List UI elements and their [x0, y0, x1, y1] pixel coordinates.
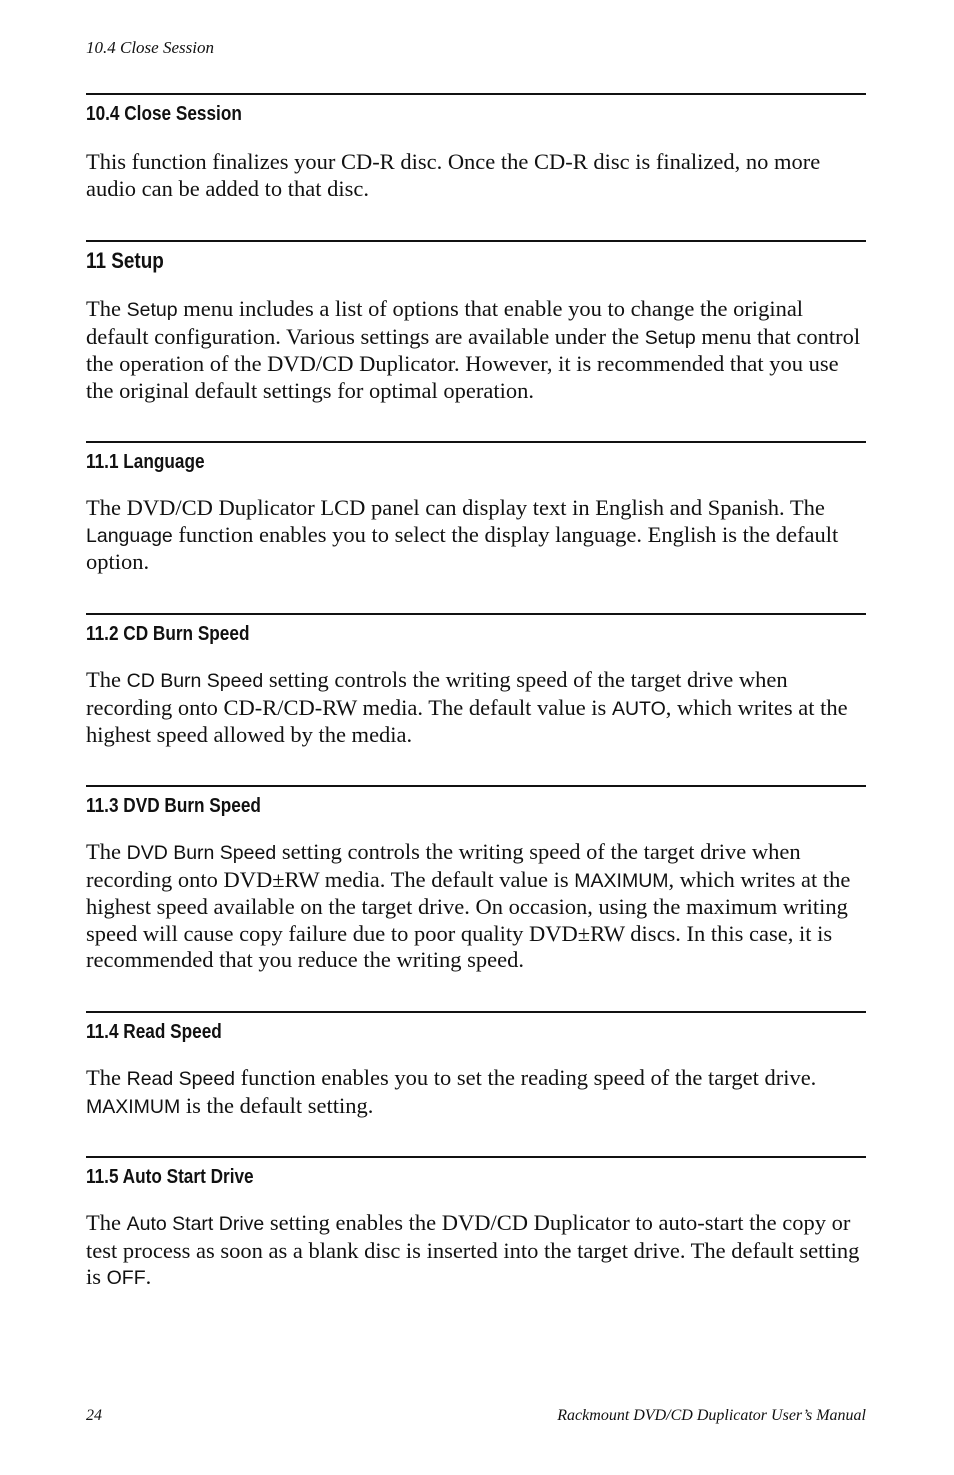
page-number: 24	[86, 1407, 102, 1424]
text-run: function enables you to select the display language. English is the default option.	[86, 521, 839, 574]
section-paragraph	[86, 149, 866, 202]
ui-term: CD Burn Speed	[126, 670, 264, 692]
text-run: setting enables the DVD/CD Duplicator to auto-start the copy or test process as soon as a blank disc is inserted into the target drive. The default setting is	[86, 1210, 860, 1289]
ui-term: MAXIMUM	[86, 1095, 181, 1118]
section-close-session	[86, 93, 866, 202]
section-paragraph	[86, 839, 866, 974]
section-rule	[86, 1011, 866, 1013]
ui-term: DVD Burn Speed	[126, 842, 277, 864]
text-run: is the default setting.	[180, 1092, 374, 1118]
section-auto-start-drive	[86, 1156, 866, 1292]
section-heading: 11.1 Language	[86, 451, 205, 473]
text-run: The	[86, 839, 127, 864]
ui-term: OFF	[106, 1267, 146, 1289]
section-paragraph	[86, 667, 866, 749]
ui-term: MAXIMUM	[574, 869, 669, 892]
manual-title: Rackmount DVD/CD Duplicator User’s Manual	[557, 1407, 866, 1424]
ui-term: Auto Start Drive	[126, 1213, 265, 1235]
text-run: setting controls the writing speed of the target drive when recording onto DVD±RW media. The default value is	[86, 839, 801, 892]
text-run: .	[145, 1264, 152, 1289]
text-run: , which writes at the highest speed allowed by the media.	[86, 694, 848, 747]
section-paragraph	[86, 296, 866, 404]
section-paragraph	[86, 1210, 866, 1292]
section-rule	[86, 93, 866, 95]
section-rule	[86, 441, 866, 443]
section-heading: 11.5 Auto Start Drive	[86, 1166, 254, 1188]
ui-term: Setup	[126, 299, 178, 321]
text-run: The	[86, 296, 127, 321]
text-run: setting controls the writing speed of the target drive when recording onto CD-R/CD-RW media. The default value is	[86, 667, 788, 720]
section-paragraph	[86, 495, 866, 576]
ui-term: Setup	[644, 326, 696, 349]
text-run: The DVD/CD Duplicator LCD panel can display text in English and Spanish. The	[86, 495, 825, 520]
section-heading: 11.4 Read Speed	[86, 1021, 222, 1043]
ui-term: Read Speed	[126, 1068, 236, 1090]
ui-term: Language	[86, 524, 173, 547]
section-dvd-burn-speed	[86, 785, 866, 974]
text-run: This function finalizes your CD-R disc. Once the CD-R disc is finalized, no more audio can be added to that disc.	[86, 149, 821, 201]
section-heading: 11.2 CD Burn Speed	[86, 623, 250, 645]
text-run: The	[86, 1210, 127, 1235]
section-rule	[86, 613, 866, 615]
text-run: , which writes at the highest speed available on the target drive. On occasion, using the maximum writing speed will cause copy failure due to poor quality DVD±RW discs. In this case, it is recommended that you reduce the writing speed.	[86, 866, 851, 972]
page-footer	[86, 1407, 866, 1425]
section-rule	[86, 1156, 866, 1158]
text-run: function enables you to set the reading speed of the target drive.	[235, 1065, 817, 1090]
text-run: The	[86, 1065, 127, 1090]
text-run: menu that control the operation of the DVD/CD Duplicator. However, it is recommended that you use the original default settings for optimal operation.	[86, 323, 861, 403]
ui-term: AUTO	[611, 697, 666, 720]
section-cd-burn-speed	[86, 613, 866, 749]
section-rule	[86, 785, 866, 787]
section-paragraph	[86, 1065, 866, 1120]
section-read-speed	[86, 1011, 866, 1120]
section-heading: 10.4 Close Session	[86, 103, 242, 125]
section-setup	[86, 240, 866, 404]
text-run: The	[86, 667, 127, 692]
text-run: menu includes a list of options that enable you to change the original default configuration. Various settings are available under the	[86, 296, 804, 349]
manual-page	[86, 0, 866, 1475]
section-language	[86, 441, 866, 576]
section-rule	[86, 240, 866, 242]
section-heading: 11 Setup	[86, 248, 164, 273]
section-heading: 11.3 DVD Burn Speed	[86, 795, 261, 817]
running-header: 10.4 Close Session	[86, 38, 214, 57]
